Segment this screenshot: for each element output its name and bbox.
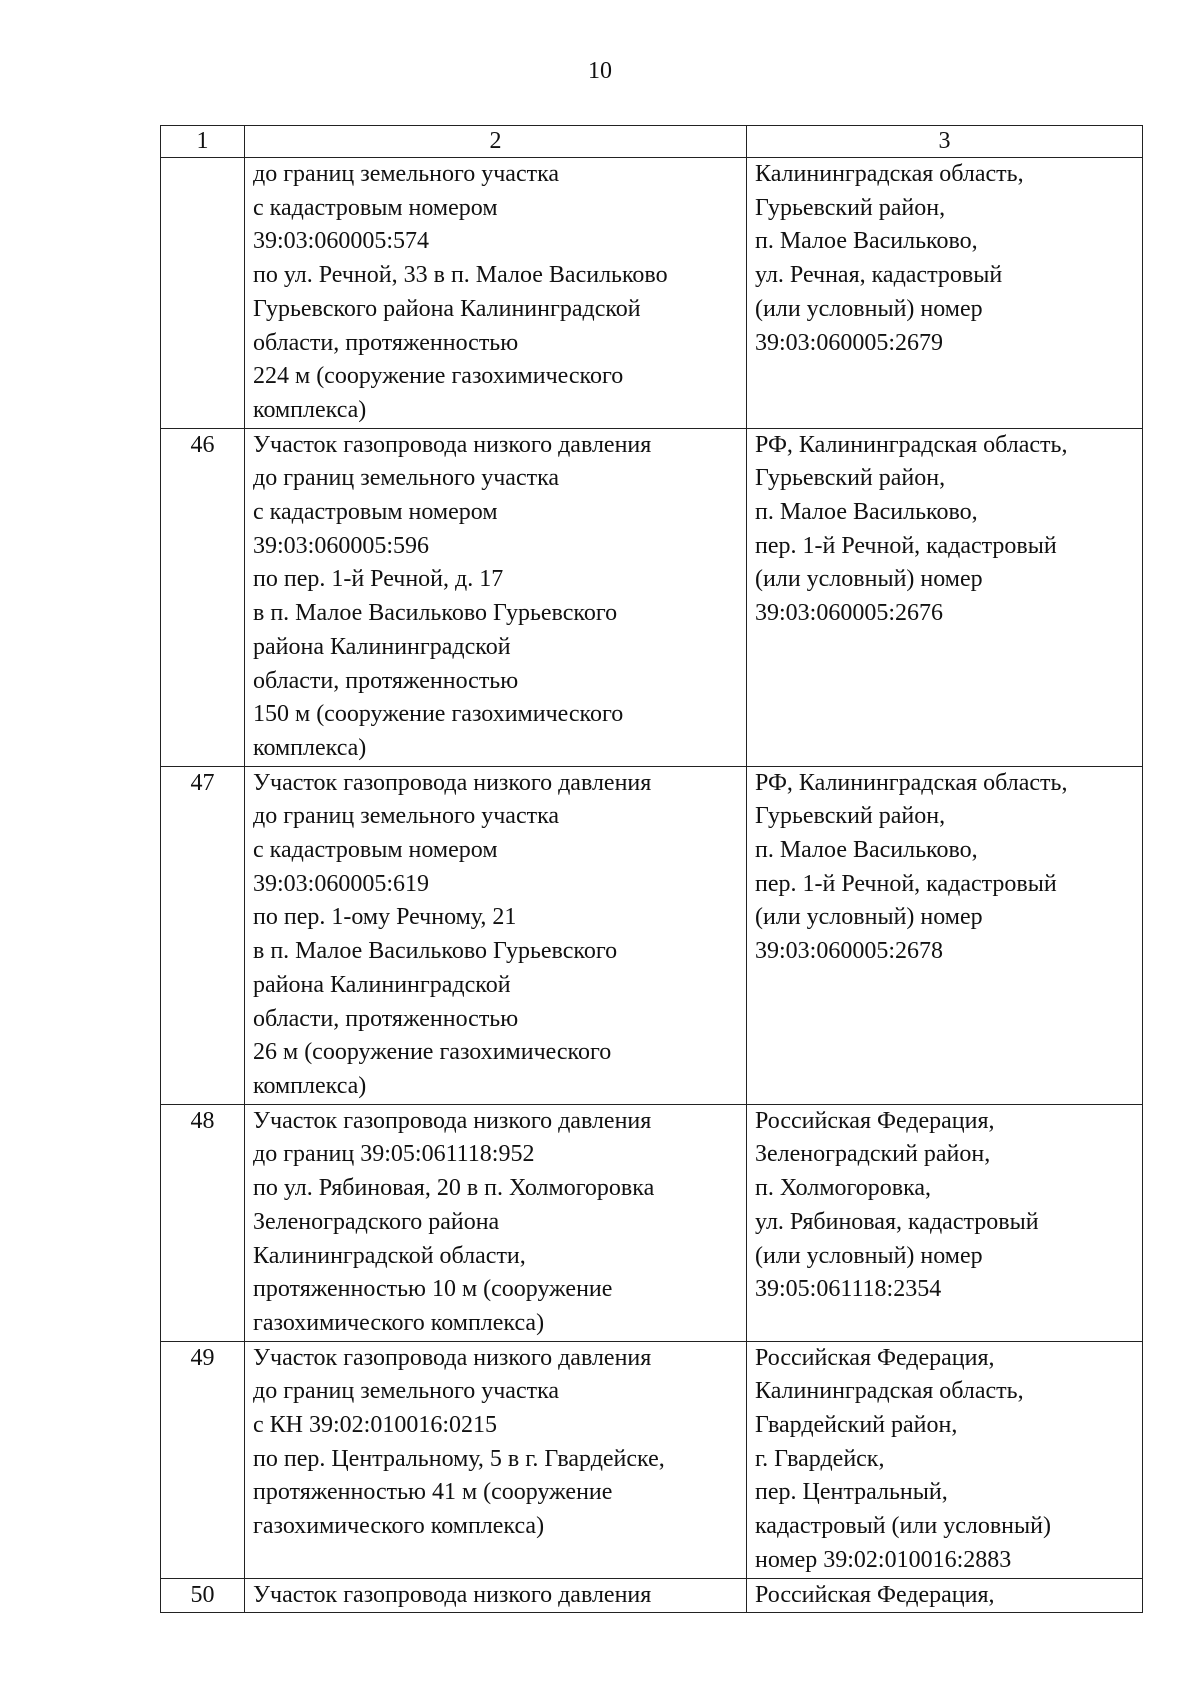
row-number: 48 <box>161 1104 245 1341</box>
object-address-line: Гурьевский район, <box>755 194 946 221</box>
object-address-line: (или условный) номер <box>755 566 983 593</box>
object-address-line: (или условный) номер <box>755 1242 983 1269</box>
table-row <box>161 428 1143 766</box>
object-description-cell <box>245 766 747 1104</box>
object-address-cell <box>747 766 1143 1104</box>
object-description-cell <box>245 1104 747 1341</box>
object-description-line: Участок газопровода низкого давления <box>253 1344 652 1371</box>
object-description-line: 39:03:060005:619 <box>253 870 430 897</box>
object-address-line: п. Малое Васильково, <box>755 228 978 255</box>
object-description-line: по пер. Центральному, 5 в г. Гвардейске, <box>253 1445 665 1472</box>
object-description-line: Участок газопровода низкого давления <box>253 769 652 796</box>
object-address-line: Российская Федерация, <box>755 1107 995 1134</box>
object-description-line: 39:03:060005:574 <box>253 228 430 255</box>
object-description-cell <box>245 428 747 766</box>
object-description-line: Калининградской области, <box>253 1242 526 1269</box>
object-address-line: Калининградская область, <box>755 1378 1024 1405</box>
object-description-line: до границ земельного участка <box>253 1378 560 1405</box>
object-description-line: по пер. 1-ому Речному, 21 <box>253 904 517 931</box>
registry-table <box>160 125 1143 1613</box>
object-description-line: протяженностью 41 м (сооружение <box>253 1479 613 1506</box>
row-number <box>161 158 245 429</box>
object-description-line: Участок газопровода низкого давления <box>253 1107 652 1134</box>
row-number: 50 <box>161 1578 245 1613</box>
header-col-3: 3 <box>747 126 1143 158</box>
object-description-line: по ул. Рябиновая, 20 в п. Холмогоровка <box>253 1175 655 1202</box>
object-description-line: газохимического комплекса) <box>253 1309 545 1336</box>
object-description-line: 39:03:060005:596 <box>253 532 430 559</box>
object-address-line: п. Малое Васильково, <box>755 837 978 864</box>
object-description-cell <box>245 1341 747 1578</box>
object-address-line: пер. 1-й Речной, кадастровый <box>755 532 1057 559</box>
object-address-line: Гвардейский район, <box>755 1412 958 1439</box>
table-body <box>161 126 1143 1613</box>
object-description-line: до границ земельного участка <box>253 803 560 830</box>
object-description-cell <box>245 158 747 429</box>
object-address-line: (или условный) номер <box>755 904 983 931</box>
row-number: 47 <box>161 766 245 1104</box>
object-address-line: 39:03:060005:2679 <box>755 329 944 356</box>
object-address-line: г. Гвардейск, <box>755 1445 885 1472</box>
object-description-line: Участок газопровода низкого давления <box>253 431 652 458</box>
object-address-cell <box>747 1578 1143 1613</box>
object-description-line: района Калининградской <box>253 971 511 998</box>
row-number: 46 <box>161 428 245 766</box>
row-number: 49 <box>161 1341 245 1578</box>
object-address-line: п. Малое Васильково, <box>755 499 978 526</box>
object-address-line: Калининградская область, <box>755 161 1024 187</box>
object-description-line: Зеленоградского района <box>253 1208 500 1235</box>
object-description-line: с кадастровым номером <box>253 194 498 221</box>
object-description-line: по ул. Речной, 33 в п. Малое Васильково <box>253 262 668 289</box>
object-address-line: 39:05:061118:2354 <box>755 1276 942 1303</box>
object-description-line: в п. Малое Васильково Гурьевского <box>253 600 618 627</box>
object-address-line: пер. Центральный, <box>755 1479 948 1506</box>
object-description-line: до границ земельного участка <box>253 161 560 187</box>
object-address-line: Гурьевский район, <box>755 803 946 830</box>
object-address-line: Российская Федерация, <box>755 1581 995 1608</box>
object-address-line: Гурьевский район, <box>755 465 946 492</box>
table-row <box>161 1341 1143 1578</box>
table-header-row <box>161 126 1143 158</box>
object-address-line: пер. 1-й Речной, кадастровый <box>755 870 1057 897</box>
object-address-line: ул. Речная, кадастровый <box>755 262 1003 289</box>
object-address-line: Российская Федерация, <box>755 1344 995 1371</box>
table-row <box>161 1104 1143 1341</box>
object-description-line: Участок газопровода низкого давления <box>253 1581 652 1608</box>
object-description-line: 150 м (сооружение газохимического <box>253 701 624 728</box>
table-row <box>161 158 1143 429</box>
object-address-line: номер 39:02:010016:2883 <box>755 1546 1012 1573</box>
object-description-line: комплекса) <box>253 734 367 761</box>
object-description-line: комплекса) <box>253 1072 367 1099</box>
object-address-cell <box>747 1104 1143 1341</box>
object-address-line: кадастровый (или условный) <box>755 1513 1051 1540</box>
object-description-line: до границ 39:05:061118:952 <box>253 1141 535 1168</box>
object-address-cell <box>747 158 1143 429</box>
object-description-line: с КН 39:02:010016:0215 <box>253 1412 497 1439</box>
object-description-line: с кадастровым номером <box>253 499 498 526</box>
object-address-line: РФ, Калининградская область, <box>755 769 1068 796</box>
object-description-line: области, протяженностью <box>253 1005 519 1032</box>
object-description-line: Гурьевского района Калининградской <box>253 295 641 322</box>
object-address-line: РФ, Калининградская область, <box>755 431 1068 458</box>
header-col-2: 2 <box>245 126 747 158</box>
table-row <box>161 766 1143 1104</box>
object-description-line: до границ земельного участка <box>253 465 560 492</box>
table-row <box>161 1578 1143 1613</box>
object-address-line: 39:03:060005:2676 <box>755 600 944 627</box>
object-description-line: области, протяженностью <box>253 329 519 356</box>
object-description-line: газохимического комплекса) <box>253 1513 545 1540</box>
object-address-line: ул. Рябиновая, кадастровый <box>755 1208 1039 1235</box>
object-address-line: Зеленоградский район, <box>755 1141 991 1168</box>
object-description-cell <box>245 1578 747 1613</box>
object-description-line: комплекса) <box>253 396 367 423</box>
object-address-cell <box>747 428 1143 766</box>
object-description-line: в п. Малое Васильково Гурьевского <box>253 938 618 965</box>
header-col-1: 1 <box>161 126 245 158</box>
object-address-line: п. Холмогоровка, <box>755 1175 932 1202</box>
object-address-line: 39:03:060005:2678 <box>755 938 944 965</box>
object-description-line: района Калининградской <box>253 633 511 660</box>
page-number: 10 <box>588 58 612 84</box>
object-description-line: по пер. 1-й Речной, д. 17 <box>253 566 504 593</box>
object-description-line: 26 м (сооружение газохимического <box>253 1039 612 1066</box>
object-description-line: протяженностью 10 м (сооружение <box>253 1276 613 1303</box>
object-address-cell <box>747 1341 1143 1578</box>
object-description-line: 224 м (сооружение газохимического <box>253 363 624 390</box>
object-description-line: области, протяженностью <box>253 667 519 694</box>
object-description-line: с кадастровым номером <box>253 837 498 864</box>
object-address-line: (или условный) номер <box>755 295 983 322</box>
